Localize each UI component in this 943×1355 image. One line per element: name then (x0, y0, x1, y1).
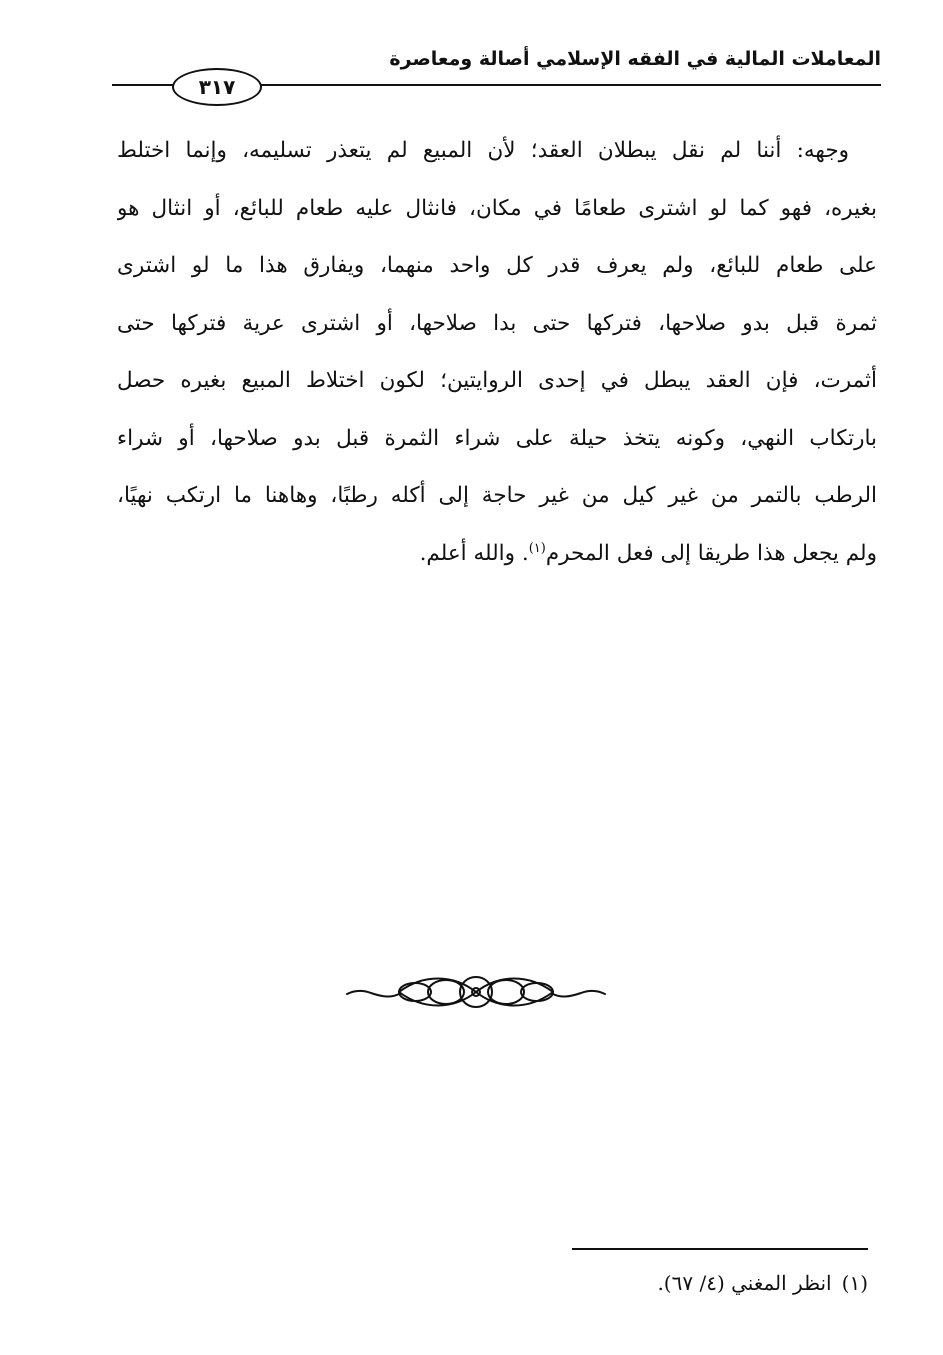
footnote-reference[interactable]: (١) (528, 540, 546, 556)
page-number-badge: ٣١٧ (172, 68, 262, 106)
running-title: المعاملات المالية في الفقه الإسلامي أصالة ومعاصرة (389, 48, 881, 70)
paragraph-line: على طعام للبائع، ولم يعرف قدر كل واحد منهما، ويفارق هذا ما لو اشترى (117, 253, 877, 278)
paragraph-line: بغيره، فهو كما لو اشترى طعامًا في مكان، فانثال عليه طعام للبائع، أو انثال هو (117, 195, 877, 221)
paragraph-line: الرطب بالتمر من غير كيل من غير حاجة إلى أكله رطبًا، وهاهنا ما ارتكب نهيًا، (117, 483, 877, 508)
decorative-knot-ornament-icon (343, 968, 609, 1016)
footnote-text: انظر المغني (٤/ ٦٧). (657, 1271, 832, 1295)
paragraph-line: ثمرة قبل بدو صلاحها، فتركها حتى بدا صلاحها، أو اشترى عرية فتركها حتى (117, 310, 877, 336)
paragraph-line: وجهه: أننا لم نقل يبطلان العقد؛ لأن المبيع لم يتعذر تسليمه، وإنما اختلط (117, 138, 849, 163)
paragraph-last-line (117, 525, 877, 583)
last-line-text: ولم يجعل هذا طريقا إلى فعل المحرم (545, 540, 877, 566)
footnote-number: (١) (841, 1271, 868, 1295)
paragraph-line: بارتكاب النهي، وكونه يتخذ حيلة على شراء الثمرة قبل بدو صلاحها، أو شراء (117, 425, 877, 451)
paragraph-line: أثمرت، فإن العقد يبطل في إحدى الروايتين؛ لكون اختلاط المبيع بغيره حصل (117, 368, 877, 393)
main-paragraph (117, 122, 877, 582)
closing-text: . والله أعلم. (419, 540, 529, 566)
footnote-rule (572, 1248, 868, 1250)
footnote (468, 1266, 868, 1300)
